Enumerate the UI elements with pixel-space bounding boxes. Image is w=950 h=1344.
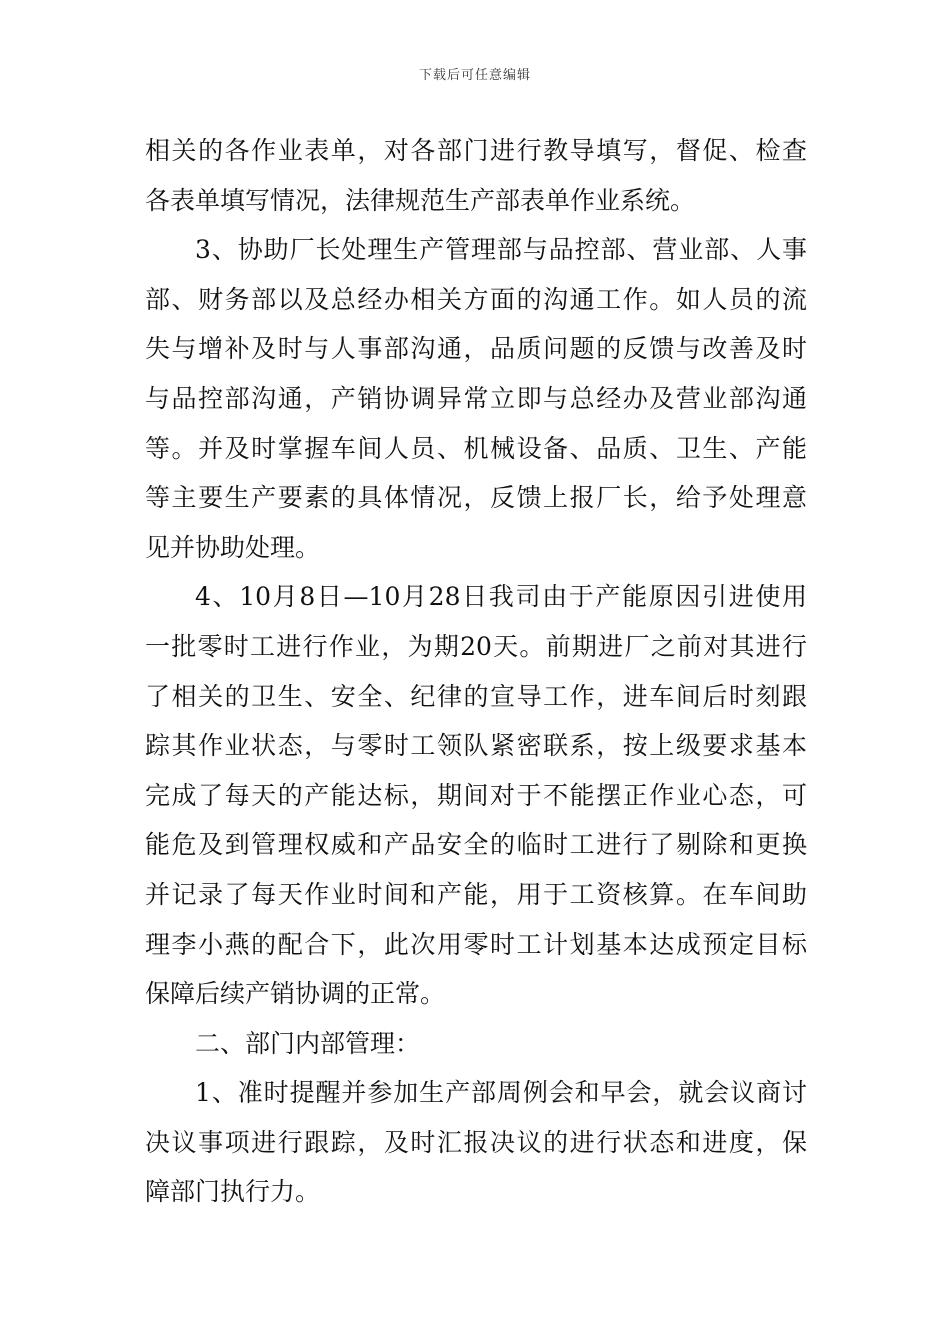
text-line: 踪其作业状态，与零时工领队紧密联系，按上级要求基本 [145, 731, 807, 761]
page-header: 下载后可任意编辑 [418, 68, 531, 83]
text-line: 等。并及时掌握车间人员、机械设备、品质、卫生、产能 [145, 433, 807, 463]
text-line: 保障后续产销协调的正常。 [145, 979, 446, 1009]
text-line: 障部门执行力。 [145, 1177, 321, 1207]
text-line: 能危及到管理权威和产品安全的临时工进行了剔除和更换 [145, 830, 807, 860]
text-line: 4、10月8日—10月28日我司由于产能原因引进使用 [195, 582, 807, 612]
text-line: 并记录了每天作业时间和产能，用于工资核算。在车间助 [145, 879, 807, 909]
text-line: 与品控部沟通，产销协调异常立即与总经办及营业部沟通 [145, 383, 807, 413]
section-heading: 二、部门内部管理： [195, 1028, 421, 1058]
text-line: 各表单填写情况，法律规范生产部表单作业系统。 [145, 185, 696, 215]
text-line: 一批零时工进行作业，为期20天。前期进厂之前对其进行 [145, 631, 807, 661]
text-line: 等主要生产要素的具体情况，反馈上报厂长，给予处理意 [145, 483, 807, 513]
text-line: 见并协助处理。 [145, 532, 321, 562]
text-line: 3、协助厂长处理生产管理部与品控部、营业部、人事 [195, 235, 807, 265]
text-line: 完成了每天的产能达标，期间对于不能摆正作业心态，可 [145, 780, 807, 810]
text-line: 相关的各作业表单，对各部门进行教导填写，督促、检查 [145, 136, 807, 165]
text-line: 决议事项进行跟踪，及时汇报决议的进行状态和进度，保 [145, 1127, 807, 1157]
text-line: 理李小燕的配合下，此次用零时工计划基本达成预定目标 [145, 929, 807, 959]
text-line: 失与增补及时与人事部沟通，品质问题的反馈与改善及时 [145, 334, 807, 364]
document-body [145, 126, 807, 1217]
text-line: 部、财务部以及总经办相关方面的沟通工作。如人员的流 [145, 284, 807, 314]
text-line: 1、准时提醒并参加生产部周例会和早会，就会议商讨 [195, 1078, 807, 1108]
text-line: 了相关的卫生、安全、纪律的宣导工作，进车间后时刻跟 [145, 681, 807, 711]
